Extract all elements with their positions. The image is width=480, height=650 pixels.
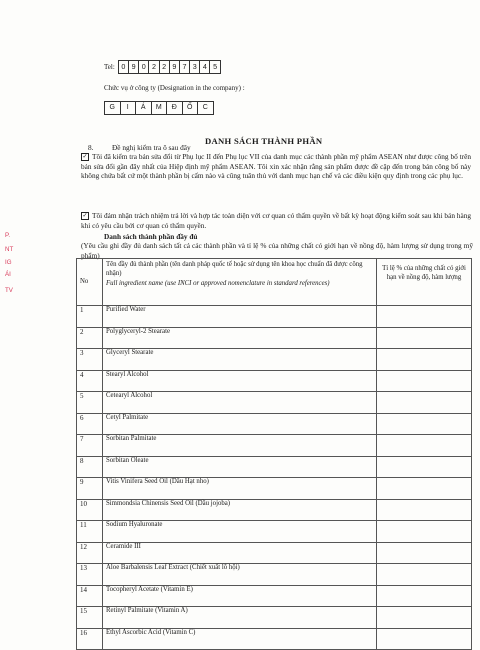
ingredient-percent — [377, 521, 472, 543]
margin-stamp-mark: IG — [5, 259, 12, 266]
header-name-vi: Tên đầy đủ thành phần (tên danh pháp quốc tế hoặc sử dụng tên khoa học chuẩn đã được công nhận) — [106, 261, 363, 277]
header-name-en: Full ingredient name (use INCI or approved nomenclature in standard references) — [106, 280, 330, 288]
tel-digit-box: 2 — [149, 60, 159, 74]
margin-stamp-mark: NT — [5, 246, 14, 253]
tel-digit-box: 2 — [160, 60, 170, 74]
table-row — [77, 607, 472, 629]
designation-letter-box: Đ — [167, 101, 183, 115]
ingredient-number: 7 — [77, 435, 103, 457]
table-row — [77, 413, 472, 435]
full-list-heading: Danh sách thành phần đầy đủ — [104, 232, 198, 241]
ingredient-number: 2 — [77, 327, 103, 349]
table-row — [77, 628, 472, 650]
declaration-text-1: Tôi đã kiểm tra bản sửa đổi từ Phụ lục II đến Phụ lục VII của danh mục các thành phần mỹ phẩm ASEAN như được công bố trên bản sửa đổi gần đây nhất của Hiệp định mỹ phẩm ASEAN. Tôi xin xác nhận rằng sản phẩm được đề cập đến trong bản công bố này không chứa bất cứ một thành phần bị cấm nào và cũng tuân thủ với danh mục hạn chế và các điều kiện quy định trong các phụ lục. — [81, 152, 471, 181]
section-number: 8. — [88, 143, 94, 152]
ingredient-percent — [377, 327, 472, 349]
ingredient-percent — [377, 435, 472, 457]
margin-stamp-mark: TV — [5, 287, 13, 294]
ingredient-number: 16 — [77, 628, 103, 650]
tel-digit-box: 9 — [129, 60, 139, 74]
ingredient-name: Glyceryl Stearate — [103, 349, 377, 371]
ingredient-number: 6 — [77, 413, 103, 435]
ingredient-number: 15 — [77, 607, 103, 629]
ingredient-name: Cetyl Palmitate — [103, 413, 377, 435]
table-header-row — [77, 259, 472, 306]
tel-digit-box: 5 — [210, 60, 220, 74]
ingredient-name: Stearyl Alcohol — [103, 370, 377, 392]
table-row — [77, 349, 472, 371]
ingredient-percent — [377, 392, 472, 414]
ingredient-percent — [377, 564, 472, 586]
checkbox-icon: ✓ — [82, 154, 88, 161]
header-percent: Tỉ lệ % của những chất có giới hạn về nồng độ, hàm lượng — [377, 259, 472, 306]
table-row — [77, 306, 472, 328]
ingredient-name: Purified Water — [103, 306, 377, 328]
tel-digit-box: 7 — [180, 60, 190, 74]
ingredient-number: 1 — [77, 306, 103, 328]
ingredient-percent — [377, 413, 472, 435]
ingredient-name: Ethyl Ascorbic Acid (Vitamin C) — [103, 628, 377, 650]
designation-letter-box: G — [104, 101, 121, 115]
ingredient-name: Retinyl Palmitate (Vitamin A) — [103, 607, 377, 629]
designation-letter-box: C — [198, 101, 214, 115]
header-no: No — [77, 259, 103, 306]
tel-digit-box: 9 — [170, 60, 180, 74]
designation-letter-box: I — [121, 101, 137, 115]
section-heading: Đề nghị kiểm tra ô sau đây — [112, 143, 191, 152]
ingredient-number: 13 — [77, 564, 103, 586]
ingredient-percent — [377, 349, 472, 371]
table-row — [77, 542, 472, 564]
ingredients-table — [76, 258, 472, 650]
table-row — [77, 564, 472, 586]
ingredient-number: 14 — [77, 585, 103, 607]
designation-letter-box: Á — [136, 101, 152, 115]
tel-digit-box: 3 — [190, 60, 200, 74]
ingredient-name: Sorbitan Oleate — [103, 456, 377, 478]
declaration-item-2 — [81, 211, 471, 230]
ingredient-name: Simmondsia Chinensis Seed Oil (Dầu jojoba) — [103, 499, 377, 521]
ingredient-name: Aloe Barbalensis Leaf Extract (Chiết xuất lô hội) — [103, 564, 377, 586]
declaration-item-1 — [81, 152, 471, 181]
ingredient-number: 4 — [77, 370, 103, 392]
ingredient-percent — [377, 499, 472, 521]
ingredient-name: Sorbitan Palmitate — [103, 435, 377, 457]
tel-digit-box: 0 — [118, 60, 129, 74]
table-body — [77, 306, 472, 650]
tel-field — [104, 60, 221, 74]
table-row — [77, 585, 472, 607]
ingredient-percent — [377, 585, 472, 607]
table-row — [77, 327, 472, 349]
tel-label: Tel: — [104, 63, 115, 71]
ingredient-name: Ceramide III — [103, 542, 377, 564]
ingredient-percent — [377, 478, 472, 500]
ingredient-number: 8 — [77, 456, 103, 478]
ingredient-name: Cetearyl Alcohol — [103, 392, 377, 414]
ingredient-name: Vitis Vinifera Seed Oil (Dầu Hạt nho) — [103, 478, 377, 500]
margin-stamp-mark: ÁI — [5, 271, 11, 278]
checkbox-icon: ✓ — [82, 213, 88, 220]
designation-boxes — [104, 101, 214, 115]
table-row — [77, 499, 472, 521]
ingredient-percent — [377, 628, 472, 650]
ingredient-number: 11 — [77, 521, 103, 543]
ingredient-percent — [377, 607, 472, 629]
ingredient-number: 3 — [77, 349, 103, 371]
table-row — [77, 392, 472, 414]
table-row — [77, 456, 472, 478]
ingredient-number: 9 — [77, 478, 103, 500]
designation-label: Chức vụ ở công ty (Designation in the company) : — [104, 84, 245, 92]
ingredient-number: 12 — [77, 542, 103, 564]
ingredient-percent — [377, 370, 472, 392]
ingredient-name: Tocopheryl Acetate (Vitamin E) — [103, 585, 377, 607]
table-row — [77, 478, 472, 500]
document-title: DANH SÁCH THÀNH PHẦN — [205, 136, 323, 146]
ingredient-percent — [377, 456, 472, 478]
ingredient-percent — [377, 542, 472, 564]
ingredient-number: 5 — [77, 392, 103, 414]
table-row — [77, 370, 472, 392]
table-row — [77, 521, 472, 543]
declaration-text-2: Tôi đảm nhận trách nhiệm trả lời và hợp tác toàn diện với cơ quan có thẩm quyền về bất kỳ hoạt động kiểm soát sau khi bán hàng khi có yêu cầu bởi cơ quan có thẩm quyền. — [81, 211, 471, 230]
margin-stamp-mark: P. — [5, 232, 11, 239]
full-list-note: (Yêu cầu ghi đầy đủ danh sách tất cả các thành phần và tỉ lệ % của những chất có giới hạn về nồng độ, hàm lượng sử dụng trong mỹ phẩm) — [81, 241, 473, 260]
tel-digit-box: 4 — [200, 60, 210, 74]
ingredient-number: 10 — [77, 499, 103, 521]
designation-letter-box: M — [152, 101, 168, 115]
ingredient-name: Sodium Hyaluronate — [103, 521, 377, 543]
tel-digit-box: 0 — [139, 60, 149, 74]
designation-letter-box: Ố — [183, 101, 199, 115]
ingredient-percent — [377, 306, 472, 328]
table-row — [77, 435, 472, 457]
ingredient-name: Polyglyceryl-2 Stearate — [103, 327, 377, 349]
tel-digit-boxes — [118, 60, 221, 74]
header-name — [103, 259, 377, 306]
